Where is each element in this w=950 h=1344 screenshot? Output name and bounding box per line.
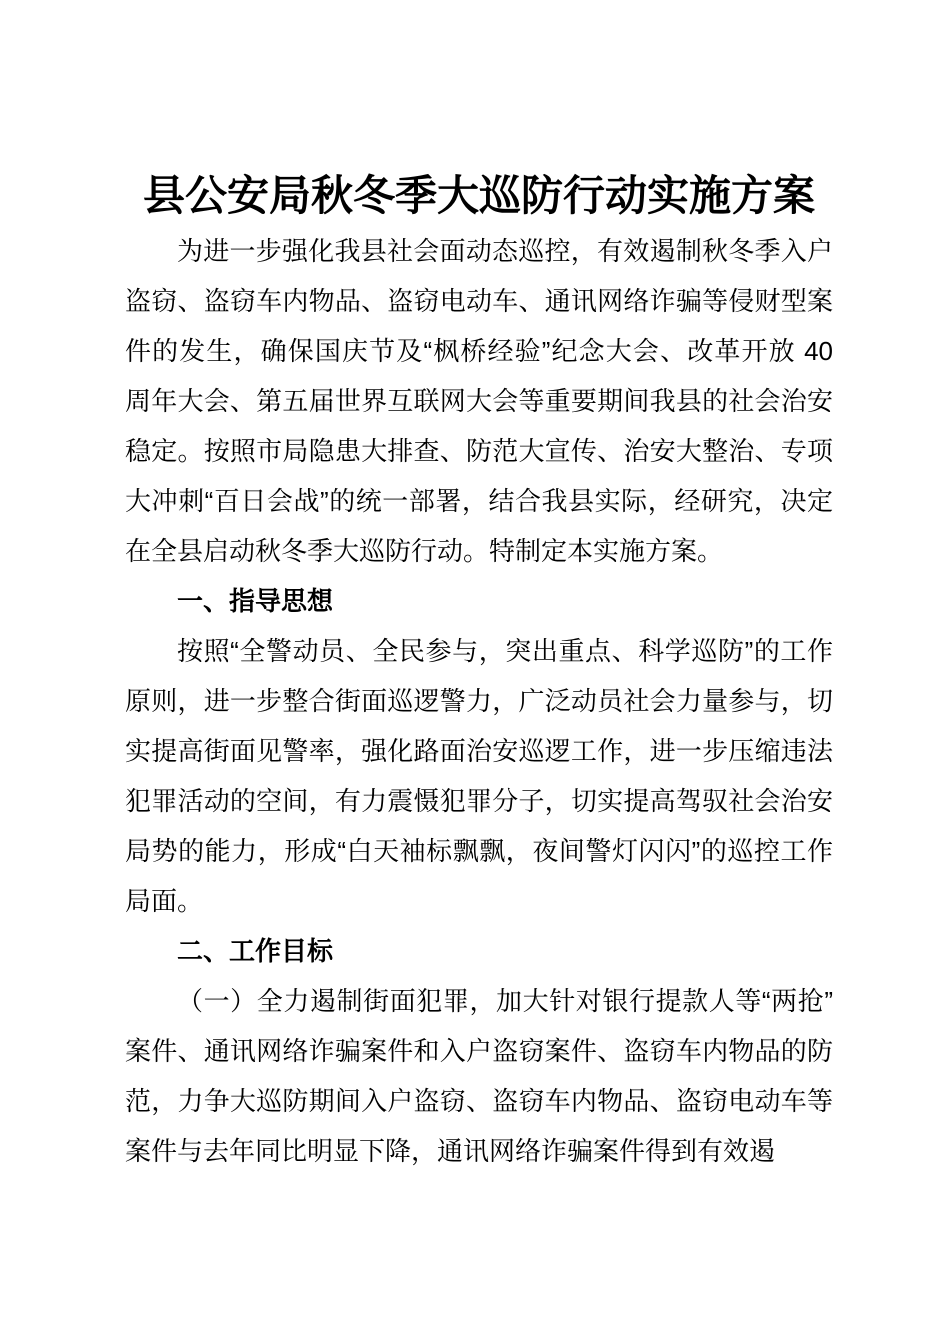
paragraph-work-goal-1: （一）全力遏制街面犯罪，加大针对银行提款人等“两抢”案件、通讯网络诈骗案件和入户盗窃案件、盗窃车内物品的防范，力争大巡防期间入户盗窃、盗窃车内物品、盗窃电动车等案件与去年同比明显下降，通讯网络诈骗案件得到有效遏 — [125, 986, 833, 1166]
paragraph-intro: 为进一步强化我县社会面动态巡控，有效遏制秋冬季入户盗窃、盗窃车内物品、盗窃电动车、通讯网络诈骗等侵财型案件的发生，确保国庆节及“枫桥经验”纪念大会、改革开放 40 周年大会、第五届世界互联网大会等重要期间我县的社会治安稳定。按照市局隐患大排查、防范大宣传、治安大整治、专项大冲刺“百日会战”的统一部署，结合我县实际，经研究，决定在全县启动秋冬季大巡防行动。特制定本实施方案。 — [125, 236, 833, 566]
heading-guiding-ideology: 一、指导思想 — [177, 586, 334, 616]
document-title: 县公安局秋冬季大巡防行动实施方案 — [142, 174, 815, 220]
heading-work-goals: 二、工作目标 — [177, 936, 334, 966]
paragraph-guiding-ideology: 按照“全警动员、全民参与，突出重点、科学巡防”的工作原则，进一步整合街面巡逻警力，广泛动员社会力量参与，切实提高街面见警率，强化路面治安巡逻工作，进一步压缩违法犯罪活动的空间，有力震慑犯罪分子，切实提高驾驭社会治安局势的能力，形成“白天袖标飘飘，夜间警灯闪闪”的巡控工作局面。 — [125, 636, 833, 916]
